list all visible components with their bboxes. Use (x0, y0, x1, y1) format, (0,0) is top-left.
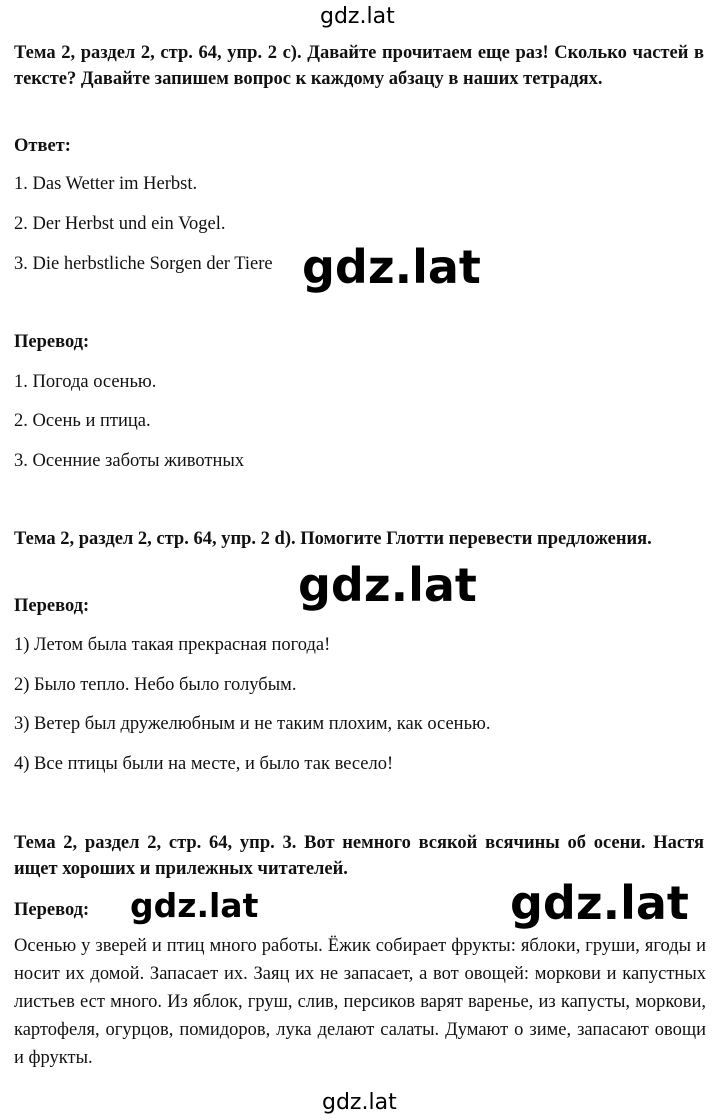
translation-item: 3. Осенние заботы животных (14, 451, 245, 471)
watermark-overlay: gdz.lat (510, 876, 689, 930)
translation-label: Перевод: (14, 332, 90, 352)
exercise-heading-2d: Тема 2, раздел 2, стр. 64, упр. 2 d). Помогите Глотти перевести предложения. (14, 529, 652, 549)
translation-paragraph: Осенью у зверей и птиц много работы. Ёжик собирает фрукты: яблоки, груши, ягоды и носит их домой. Запасает их. Заяц их не запасает, а вот овощей: моркови и капустных листьев ест много. Из яблок, груш, слив, персиков варят варенье, из капусты, моркови, картофеля, огурцов, помидоров, лука делают салаты. Думают о зиме, запасают овощи и фрукты. (14, 936, 706, 1068)
translation-item: 2. Осень и птица. (14, 411, 151, 431)
translation-item: 3) Ветер был дружелюбным и не таким плохим, как осенью. (14, 714, 491, 734)
watermark-overlay: gdz.lat (298, 558, 477, 612)
answer-label: Ответ: (14, 136, 71, 156)
translation-item: 4) Все птицы были на месте, и было так весело! (14, 754, 394, 774)
watermark-overlay: gdz.lat (130, 886, 259, 925)
watermark-bottom: gdz.lat (322, 1090, 397, 1115)
translation-item: 1) Летом была такая прекрасная погода! (14, 635, 331, 655)
translation-item: 2) Было тепло. Небо было голубым. (14, 675, 297, 695)
exercise-heading-2c: Тема 2, раздел 2, стр. 64, упр. 2 c). Давайте прочитаем еще раз! Сколько частей в тексте? Давайте запишем вопрос к каждому абзацу в наших тетрадях. (14, 43, 704, 89)
translation-item: 1. Погода осенью. (14, 372, 157, 392)
exercise-heading-3: Тема 2, раздел 2, стр. 64, упр. 3. Вот немного всякой всячины об осени. Настя ищет хороших и прилежных читателей. (14, 833, 704, 879)
watermark-overlay: gdz.lat (302, 240, 481, 294)
watermark-top: gdz.lat (320, 4, 395, 29)
translation-label: Перевод: (14, 900, 90, 920)
translation-label: Перевод: (14, 596, 90, 616)
answer-item: 2. Der Herbst und ein Vogel. (14, 214, 226, 234)
answer-item: 1. Das Wetter im Herbst. (14, 174, 198, 194)
answer-item: 3. Die herbstliche Sorgen der Tiere (14, 254, 273, 274)
